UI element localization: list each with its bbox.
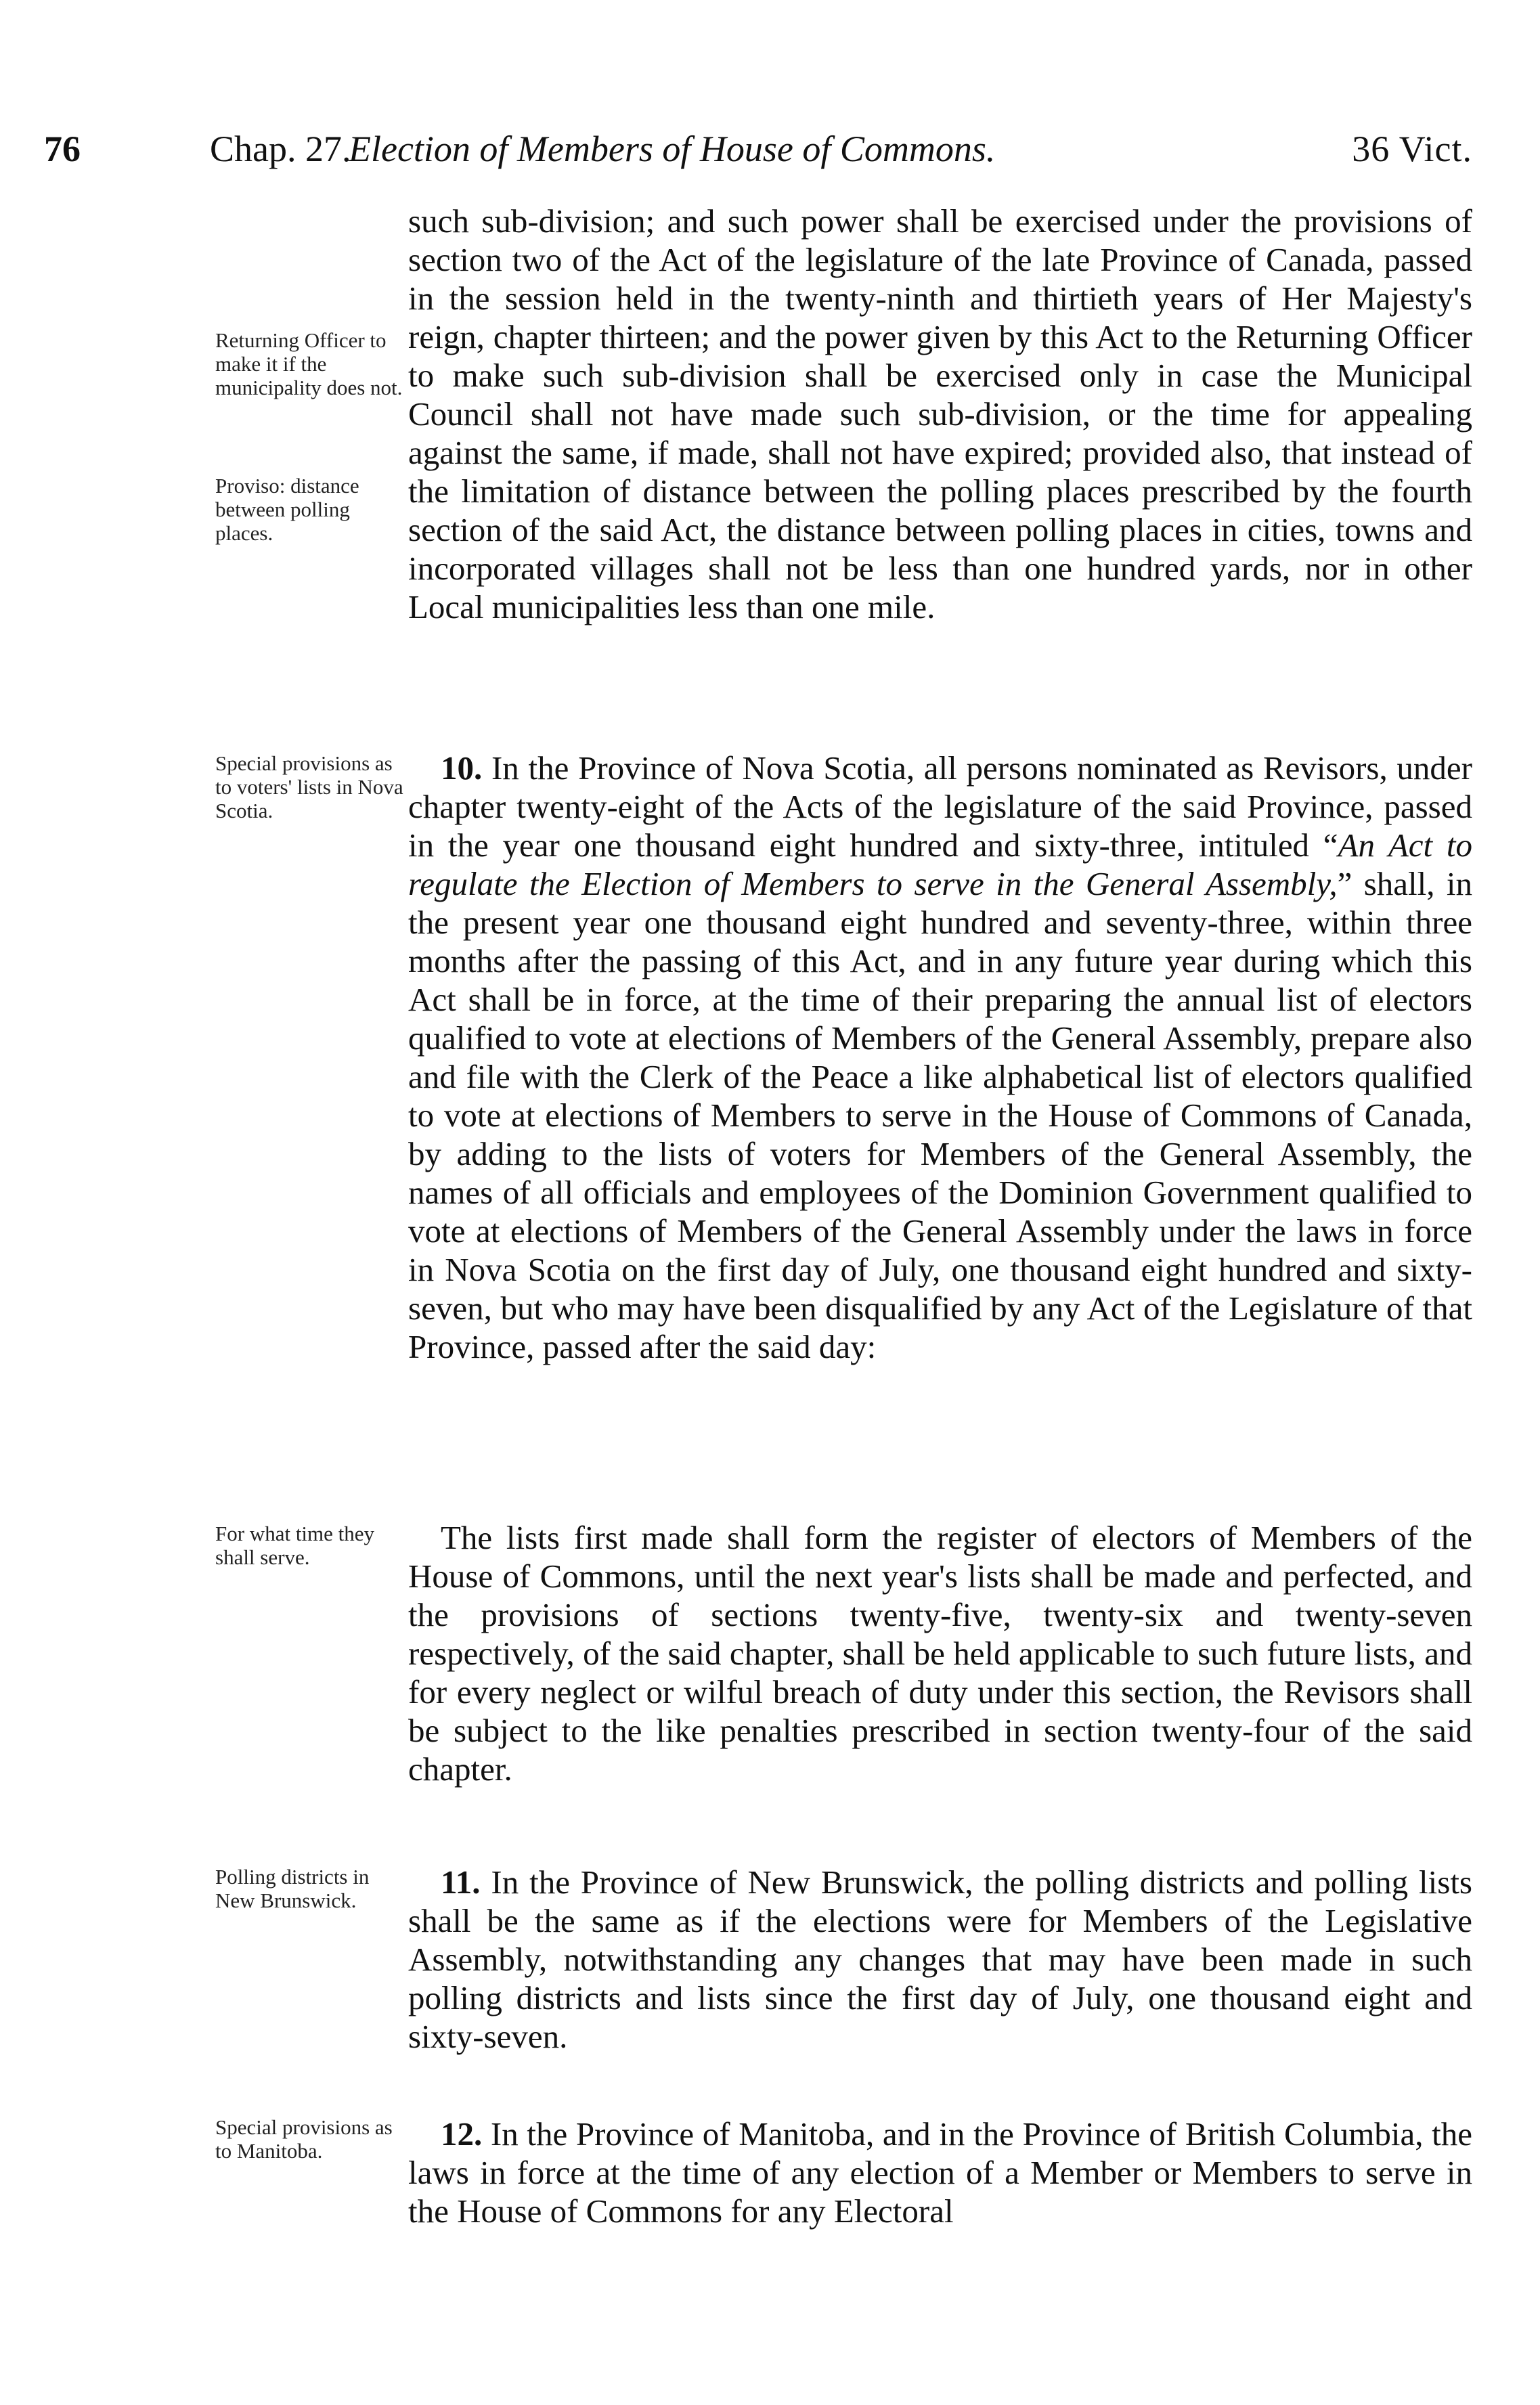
regnal-year: 36 Vict.	[1352, 129, 1472, 169]
section-10-part-a: In the Province of Nova Scotia, all persons nominated as Revisors, under chapter twenty-eight of the Acts of the legislature of the said Province, passed in the year one thousand eight hundred and sixty-three, intituled “	[408, 749, 1472, 864]
paragraph-continuation	[408, 202, 1472, 626]
section-10	[408, 749, 1472, 1366]
section-12-text	[408, 2115, 1472, 2230]
paragraph-text: such sub-division; and such power shall be exercised under the provisions of section two of the Act of the legislature of the late Province of Canada, passed in the session held in the twenty-ninth and thirtieth years of Her Majesty's reign, chapter thirteen; and the power given by this Act to the Returning Officer to make such sub-division shall be exercised only in case the Municipal Council shall not have made such sub-division, or the time for appealing against the same, if made, shall not have expired; provided also, that instead of the limitation of distance between the polling places prescribed by the fourth section of the said Act, the distance between polling places in cities, towns and incorporated villages shall not be less than one hundred yards, nor in other Local municipalities less than one mile.	[408, 202, 1472, 625]
section-10-text	[408, 749, 1472, 1366]
section-number: 12.	[441, 2115, 483, 2153]
section-11	[408, 1863, 1472, 2056]
act-title-italic: An Act to regulate the Election of Members to serve in the General Assembly,	[408, 826, 1473, 902]
running-title: Election of Members of House of Commons.	[349, 129, 996, 169]
margin-note-new-brunswick-polling: Polling districts in New Brunswick.	[215, 1865, 370, 1912]
lists-paragraph-text: The lists first made shall form the register of electors of Members of the House of Commons, until the next year's lists shall be made and perfected, and the provisions of sections twenty-five, twenty-six and twenty-seven respectively, of the said chapter, shall be held applicable to such future lists, and for every neglect or wilful breach of duty under this section, the Revisors shall be subject to the like penalties prescribed in section twenty-four of the said chapter.	[408, 1519, 1472, 1788]
section-11-body: In the Province of New Brunswick, the polling districts and polling lists shall be the same as if the elections were for Members of the Legislative Assembly, notwithstanding any changes that may have been made in such polling districts and lists since the first day of July, one thousand eight and sixty-seven.	[408, 1863, 1472, 2055]
section-11-text	[408, 1863, 1472, 2056]
margin-note-manitoba: Special provisions as to Manitoba.	[215, 2115, 393, 2163]
margin-note-nova-scotia-voters-lists: Special provisions as to voters' lists in Nova Scotia.	[215, 751, 403, 822]
lists-paragraph	[408, 1518, 1472, 1788]
section-number: 11.	[441, 1863, 481, 1901]
section-number: 10.	[441, 749, 483, 787]
section-10-part-b: ” shall, in the present year one thousand eight hundred and seventy-three, within three months after the passing of this Act, and in any future year during which this Act shall be in force, at the time of their preparing the annual list of electors qualified to vote at elections of Members of the General Assembly, prepare also and file with the Clerk of the Peace a like alphabetical list of electors qualified to vote at elections of Members to serve in the House of Commons of Canada, by adding to the lists of voters for Members of the General Assembly, the names of all officials and employees of the Dominion Government qualified to vote at elections of Members of the General Assembly under the laws in force in Nova Scotia on the first day of July, one thousand eight hundred and sixty-seven, but who may have been disqualified by any Act of the Legislature of that Province, passed after the said day:	[408, 865, 1472, 1365]
page-number: 76	[44, 129, 81, 169]
section-12	[408, 2115, 1472, 2230]
margin-note-returning-officer: Returning Officer to make it if the municipality does not.	[215, 328, 403, 399]
section-12-body: In the Province of Manitoba, and in the Province of British Columbia, the laws in force at the time of any election of a Member or Members to serve in the House of Commons for any Electoral	[408, 2115, 1472, 2230]
margin-note-proviso-distance: Proviso: distance between polling places.	[215, 474, 359, 545]
running-head	[44, 122, 1472, 176]
chapter-label: Chap. 27.	[210, 129, 351, 169]
margin-note-time-served: For what time they shall serve.	[215, 1522, 375, 1569]
